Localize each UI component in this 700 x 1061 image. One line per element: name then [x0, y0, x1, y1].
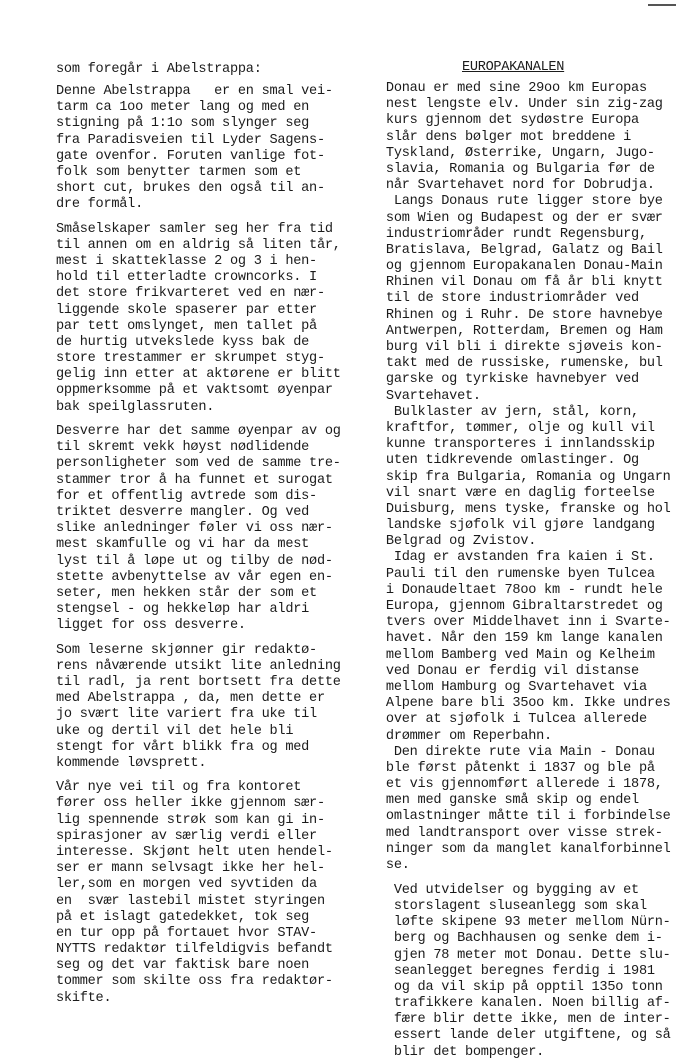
text-line: en tur opp på fortauet hvor STAV- — [56, 925, 317, 941]
text-line: landske sjøfolk vil gjøre landgang — [378, 518, 655, 534]
text-line: slike anledninger føler vi oss nær- — [56, 521, 333, 537]
text-line: som Wien og Budapest og der er svær — [378, 210, 663, 226]
text-line: drømmer om Reperbahn. — [378, 728, 552, 744]
text-line: seg og det var faktisk bare noen — [56, 958, 310, 974]
text-line: Desverre har det samme øyenpar av og — [56, 424, 341, 439]
text-line: nest lengste elv. Under sin zig-zag — [378, 97, 663, 113]
paragraph — [378, 883, 671, 1061]
text-line: short cut, brukes den også til an- — [56, 181, 325, 197]
article-heading: EUROPAKANALEN — [462, 60, 565, 75]
text-line: essert lande deler utgiftene, og så — [378, 1028, 671, 1044]
text-line: og gjennom Europakanalen Donau-Main — [378, 259, 663, 275]
text-line: Denne Abelstrappa er en smal vei- — [56, 84, 333, 99]
text-line: lig spennende strøk som kan gi in- — [56, 812, 325, 828]
text-line: tvers over Middelhavet inn i Svarte- — [378, 615, 671, 631]
text-line: stengsel - og hekkeløp har aldri — [56, 602, 310, 618]
text-line: ble først påtenkt i 1837 og ble på — [378, 760, 655, 776]
paragraph — [56, 222, 341, 416]
left-column — [56, 0, 372, 1006]
text-line: til radl, ja rent bortsett fra dette — [56, 674, 341, 690]
text-line: skip fra Bulgaria, Romania og Ungarn — [378, 469, 671, 485]
text-line: burg vil bli i direkte sjøveis kon- — [378, 340, 663, 355]
text-line: stigning på 1:1o som slynger seg — [56, 116, 310, 132]
text-line: med Abelstrappa , da, men dette er — [56, 691, 325, 707]
text-line: i Donaudeltaet 78oo km - rundt hele — [378, 582, 663, 598]
text-line: løfte skipene 93 meter mellom Nürn- — [378, 915, 671, 931]
text-line: kraftfor, tømmer, olje og kull vil — [378, 420, 655, 436]
text-line: ved Donau er ferdig vil distanse — [378, 663, 639, 679]
text-line: liggende skole spaserer par etter — [56, 302, 317, 318]
text-line: oppmerksomme på et vaktsomt øyenpar — [56, 383, 333, 399]
text-line: uten tidkrevende omlastinger. Og — [378, 453, 639, 469]
text-line: industriområder rundt Regensburg, — [378, 226, 647, 242]
paragraph — [56, 780, 333, 1007]
text-line: skifte. — [56, 990, 112, 1006]
text-line: Den direkte rute via Main - Donau — [378, 744, 655, 760]
text-line: rens nåværende utsikt lite anledning — [56, 658, 341, 674]
text-line: hold til etterladte crowncorks. I — [56, 270, 317, 286]
text-line: berg og Bachhausen og senke dem i- — [378, 931, 663, 947]
text-line: Rhinen og i Ruhr. De store havnebye — [378, 307, 663, 323]
text-line: stette avbenyttelse av vår egen en- — [56, 569, 333, 585]
text-line: NYTTS redaktør tilfeldigvis befandt — [56, 942, 333, 958]
text-line: blir det bompenger. — [378, 1044, 545, 1060]
text-line: et vis gjennomført allerede i 1878, — [378, 777, 663, 793]
text-line: par tett omslynget, men tallet på — [56, 318, 317, 334]
text-line: interesse. Skjønt helt uten hendel- — [56, 844, 333, 860]
text-line: men med ganske små skip og endel — [378, 793, 639, 809]
left-column-title: som foregår i Abelstrappa: — [56, 62, 262, 77]
text-line: seter, men hekken står der som et — [56, 585, 317, 601]
text-line: tommer som skilte oss fra redaktør- — [56, 974, 333, 990]
text-line: Idag er avstanden fra kaien i St. — [378, 550, 655, 566]
text-line: Europa, gjennom Gibraltarstredet og — [378, 599, 663, 614]
text-line: slår dens bølger mot breddene i — [378, 129, 632, 145]
text-line: Belgrad og Zvistov. — [378, 534, 537, 550]
text-line: stengt for vårt blikk fra og med — [56, 739, 310, 755]
text-line: trafikkere kanalen. Noen billig af- — [378, 996, 671, 1012]
text-line: gate ovenfor. Foruten vanlige fot- — [56, 148, 325, 164]
text-line: når Svartehavet nord for Dobrudja. — [378, 178, 655, 194]
text-line: fære blir dette ikke, men de inter- — [378, 1012, 671, 1028]
text-line: på et islagt gatedekket, tok seg — [56, 909, 310, 925]
text-line: med landtransport over visse strek- — [378, 825, 663, 841]
text-line: omlastninger måtte til i forbindelse — [378, 809, 671, 825]
text-line: Småselskaper samler seg her fra tid — [56, 221, 333, 237]
text-line: slavia, Romania og Bulgaria før de — [378, 161, 655, 177]
text-line: fører oss heller ikke gjennom sær- — [56, 796, 325, 812]
text-line: takt med de russiske, rumenske, bul — [378, 356, 663, 372]
text-line: de hurtig utvekslede kyss bak de — [56, 334, 310, 350]
text-line: og da vil skip på opptil 135o tonn — [378, 979, 663, 995]
text-line: Pauli til den rumenske byen Tulcea — [378, 566, 655, 582]
text-line: ninger som da manglet kanalforbinnel — [378, 841, 671, 857]
text-line: Langs Donaus rute ligger store bye — [378, 194, 663, 210]
text-line: Bulklaster av jern, stål, korn, — [378, 404, 639, 420]
text-line: storslagent sluseanlegg som skal — [378, 898, 647, 914]
paragraph — [56, 643, 341, 773]
text-line: kurs gjennom det sydøstre Europa — [378, 113, 639, 129]
text-line: Alpene bare bli 35oo km. Ikke undres — [378, 696, 671, 712]
text-line: Donau er med sine 29oo km Europas — [378, 81, 647, 96]
text-line: mellom Hamburg og Svartehavet via — [378, 679, 647, 695]
text-line: ser er mann selvsagt ikke her hel- — [56, 861, 325, 877]
text-line: en svær lastebil mistet styringen — [56, 893, 325, 909]
text-line: Rhinen vil Donau om få år bli knytt — [378, 275, 663, 291]
text-line: bak speilglassruten. — [56, 399, 215, 415]
text-line: Ved utvidelser og bygging av et — [378, 882, 639, 898]
text-line: til de store industriområder ved — [378, 291, 639, 307]
right-column — [378, 0, 700, 1060]
text-line: Svartehavet. — [378, 388, 481, 404]
text-line: lyst til å løpe ut og tilby de nød- — [56, 553, 333, 569]
text-line: Antwerpen, Rotterdam, Bremen og Ham — [378, 323, 663, 339]
text-line: ligget for oss desverre. — [56, 618, 246, 634]
text-line: uke og dertil vil det hele bli — [56, 723, 294, 739]
text-line: folk som benytter tarmen som et — [56, 164, 302, 180]
text-line: se. — [378, 858, 410, 873]
text-line: vil snart være en daglig forteelse — [378, 485, 655, 501]
text-line: til skremt vekk høyst nødlidende — [56, 440, 310, 456]
text-line: over at sjøfolk i Tulcea allerede — [378, 712, 647, 728]
text-line: seanlegget beregnes ferdig i 1981 — [378, 963, 655, 979]
text-line: til annen om en aldrig så liten tår, — [56, 237, 341, 253]
text-line: kunne transporteres i innlandsskip — [378, 437, 655, 453]
text-line: triktet desverre mangler. Og ved — [56, 504, 310, 520]
text-line: spirasjoner av særlig verdi eller — [56, 828, 317, 844]
paragraph — [56, 84, 333, 214]
text-line: mest i skatteklasse 2 og 3 i hen- — [56, 253, 317, 269]
text-line: havet. Når den 159 km lange kanalen — [378, 631, 663, 647]
text-line: stammer tror å ha funnet et surogat — [56, 472, 333, 488]
text-line: Duisburg, mens tyske, franske og hol — [378, 501, 671, 517]
text-line: mest skamfulle og vi har da mest — [56, 537, 310, 553]
text-line: mellom Bamberg ved Main og Kelheim — [378, 647, 655, 663]
paragraph — [56, 424, 341, 634]
text-line: Tyskland, Østerrike, Ungarn, Jugo- — [378, 145, 655, 161]
text-line: garske og tyrkiske havnebyer ved — [378, 372, 639, 388]
text-line: gjen 78 meter mot Donau. Dette slu- — [378, 947, 671, 963]
text-line: personligheter som ved de samme tre- — [56, 456, 341, 472]
text-line: Bratislava, Belgrad, Galatz og Bail — [378, 242, 663, 258]
text-line: store trestammer er skrumpet styg- — [56, 351, 325, 367]
text-line: Som leserne skjønner gir redaktø- — [56, 642, 317, 658]
text-line: ler,som en morgen ved syvtiden da — [56, 877, 317, 893]
text-line: Vår nye vei til og fra kontoret — [56, 780, 302, 796]
text-line: for et offentlig avtrede som dis- — [56, 488, 317, 504]
text-line: dre formål. — [56, 197, 143, 213]
text-line: det store frikvarteret ved en nær- — [56, 286, 325, 302]
text-line: tarm ca 1oo meter lang og med en — [56, 100, 310, 116]
paragraph — [378, 81, 671, 874]
text-line: jo svært lite variert fra uke til — [56, 707, 317, 723]
text-line: gelig inn etter at aktørene er blitt — [56, 367, 341, 383]
text-line: kommende løvsprett. — [56, 755, 207, 771]
text-line: fra Paradisveien til Lyder Sagens- — [56, 132, 325, 148]
